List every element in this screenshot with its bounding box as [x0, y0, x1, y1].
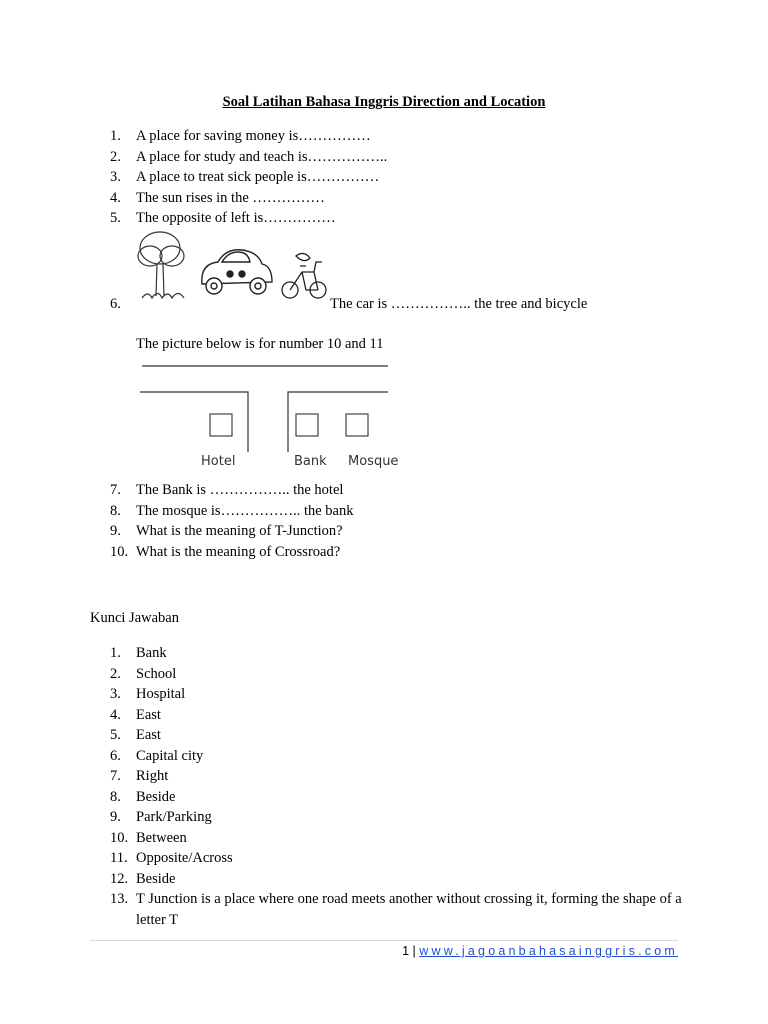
- item-number: 7.: [110, 768, 121, 784]
- item-number: 4.: [110, 706, 121, 723]
- item-text: Park/Parking: [136, 809, 212, 825]
- item-text: The opposite of left is……………: [136, 210, 336, 226]
- item-number: 2.: [110, 665, 121, 682]
- item-text: What is the meaning of Crossroad?: [136, 543, 341, 560]
- item-text: Beside: [136, 870, 176, 887]
- item-number: 4.: [110, 189, 121, 206]
- item-text: Opposite/Across: [136, 850, 233, 866]
- bicycle-icon: [282, 253, 326, 298]
- item-text: A place for saving money is……………: [136, 128, 371, 144]
- item-number: 11.: [110, 850, 128, 866]
- tree-car-bicycle-illustration: [130, 226, 330, 306]
- item-number: 8.: [110, 502, 121, 519]
- item-text: School: [136, 665, 177, 682]
- item-number: 5.: [110, 727, 121, 743]
- list-item: [110, 521, 690, 542]
- list-item: [110, 848, 690, 869]
- picture-note: The picture below is for number 10 and 11: [136, 336, 384, 352]
- question-6-number: 6.: [110, 296, 121, 312]
- item-text: The mosque is…………….. the bank: [136, 502, 354, 519]
- item-text: A place to treat sick people is……………: [136, 169, 380, 185]
- item-number: 8.: [110, 788, 121, 805]
- questions-list-part1: [110, 126, 690, 229]
- item-number: 13.: [110, 891, 129, 907]
- hotel-building: [210, 414, 232, 436]
- list-item: [110, 664, 690, 685]
- street-map-diagram: [136, 358, 416, 476]
- list-item: [110, 188, 690, 209]
- item-number: 3.: [110, 169, 121, 185]
- document-title: Soal Latihan Bahasa Inggris Direction and Location: [222, 94, 546, 110]
- item-text: The Bank is …………….. the hotel: [136, 482, 344, 498]
- mosque-building: [346, 414, 368, 436]
- list-item: [110, 889, 690, 930]
- list-item: [110, 746, 690, 767]
- list-item: [110, 705, 690, 726]
- item-text: Bank: [136, 645, 167, 661]
- page-number: 1 |: [402, 944, 416, 958]
- list-item: [110, 828, 690, 849]
- item-number: 10.: [110, 543, 129, 560]
- bank-building: [296, 414, 318, 436]
- list-item: [110, 542, 690, 563]
- item-text: Right: [136, 768, 169, 784]
- website-link[interactable]: www.jagoanbahasainggris.com: [419, 944, 678, 958]
- item-text: Capital city: [136, 747, 204, 764]
- list-item: [110, 147, 690, 168]
- item-number: 10.: [110, 829, 129, 846]
- item-number: 1.: [110, 128, 121, 144]
- list-item: [110, 167, 690, 188]
- list-item: [110, 807, 690, 828]
- question-6-text: The car is …………….. the tree and bicycle: [330, 296, 588, 312]
- questions-list-part2: [110, 480, 690, 562]
- mosque-label: Mosque: [348, 454, 399, 469]
- item-number: 9.: [110, 523, 121, 539]
- list-item: [110, 725, 690, 746]
- tree-icon: [138, 232, 184, 298]
- item-number: 1.: [110, 645, 121, 661]
- list-item: [110, 787, 690, 808]
- item-text: East: [136, 706, 161, 723]
- item-number: 3.: [110, 686, 121, 702]
- item-number: 12.: [110, 870, 129, 887]
- item-text: The sun rises in the ……………: [136, 189, 325, 206]
- bank-label: Bank: [294, 454, 327, 469]
- item-number: 2.: [110, 148, 121, 165]
- list-item: [110, 766, 690, 787]
- item-number: 7.: [110, 482, 121, 498]
- footer-divider: [90, 940, 678, 941]
- list-item: [110, 643, 690, 664]
- item-text: T Junction is a place where one road meets another without crossing it, forming the shape of a letter T: [136, 891, 682, 928]
- item-text: East: [136, 727, 161, 743]
- list-item: [110, 869, 690, 890]
- list-item: [110, 501, 690, 522]
- item-number: 5.: [110, 210, 121, 226]
- list-item: [110, 480, 690, 501]
- item-text: A place for study and teach is……………..: [136, 148, 388, 165]
- list-item: [110, 126, 690, 147]
- answer-key-list: [110, 643, 690, 930]
- hotel-label: Hotel: [201, 454, 236, 469]
- item-text: What is the meaning of T-Junction?: [136, 523, 343, 539]
- list-item: [110, 684, 690, 705]
- item-text: Beside: [136, 788, 176, 805]
- item-text: Between: [136, 829, 187, 846]
- item-text: Hospital: [136, 686, 186, 702]
- car-icon: [202, 250, 272, 294]
- answer-key-heading: Kunci Jawaban: [90, 610, 179, 626]
- page-footer: [402, 944, 678, 958]
- item-number: 6.: [110, 747, 121, 764]
- item-number: 9.: [110, 809, 121, 825]
